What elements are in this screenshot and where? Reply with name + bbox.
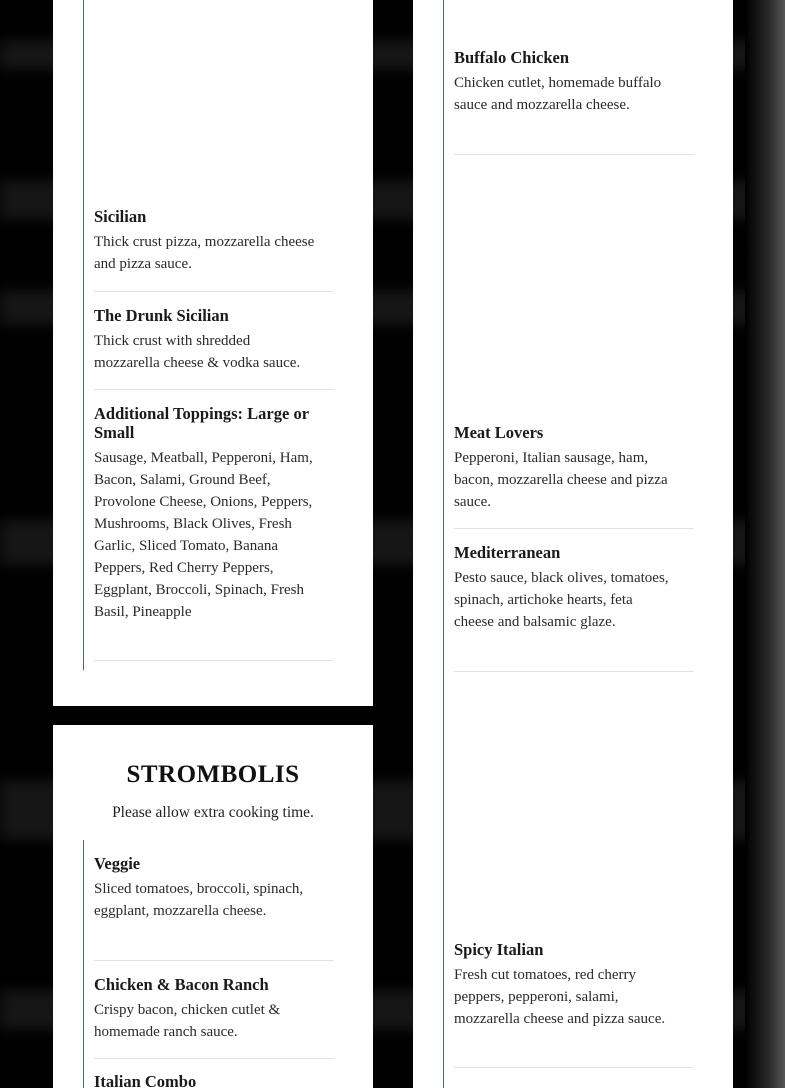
menu-item-desc: Thick crust pizza, mozzarella cheese and pizza sauce. bbox=[94, 234, 315, 272]
menu-item-name: Sicilian bbox=[94, 207, 147, 226]
menu-item-desc: Pesto sauce, black olives, tomatoes, spinach, artichoke hearts, feta cheese and balsamic glaze. bbox=[454, 570, 669, 630]
menu-item-name: Italian Combo bbox=[94, 1072, 197, 1088]
menu-item bbox=[454, 423, 694, 513]
menu-item bbox=[454, 543, 694, 633]
menu-item-desc: Sausage, Meatball, Pepperoni, Ham, Bacon, Salami, Ground Beef, Provolone Cheese, Onions, Peppers, Mushrooms, Black Olives, Fresh Garlic, Sliced Tomato, Banana Peppers, Red Cherry Peppers, Eggplant, Broccoli, Spinach, Fresh Basil, Pineapple bbox=[94, 450, 313, 620]
accent-line bbox=[443, 0, 444, 1088]
menu-item-desc: Sliced tomatoes, broccoli, spinach, eggplant, mozzarella cheese. bbox=[94, 881, 304, 919]
menu-item-name: The Drunk Sicilian bbox=[94, 306, 229, 325]
menu-item-desc: Pepperoni, Italian sausage, ham, bacon, mozzarella cheese and pizza sauce. bbox=[454, 450, 668, 510]
divider bbox=[94, 660, 334, 661]
menu-item bbox=[94, 404, 334, 623]
divider bbox=[454, 1067, 694, 1068]
menu-item-name: Meat Lovers bbox=[454, 423, 544, 442]
menu-item bbox=[94, 306, 334, 374]
menu-panel-strombolis bbox=[53, 725, 373, 1088]
menu-item-name: Buffalo Chicken bbox=[454, 48, 570, 67]
menu-item-name: Mediterranean bbox=[454, 543, 561, 562]
menu-item bbox=[94, 1072, 334, 1088]
menu-item bbox=[454, 940, 694, 1030]
section-title: STROMBOLIS bbox=[126, 761, 300, 788]
menu-panel-pizza-right bbox=[413, 0, 733, 1088]
menu-item bbox=[94, 975, 334, 1043]
divider bbox=[454, 671, 694, 672]
divider bbox=[94, 291, 334, 292]
menu-item bbox=[94, 854, 334, 922]
divider bbox=[94, 960, 334, 961]
menu-item-desc: Thick crust with shredded mozzarella cheese & vodka sauce. bbox=[94, 333, 301, 371]
accent-line bbox=[83, 840, 84, 1088]
background-fade bbox=[745, 0, 785, 1088]
menu-item-name: Veggie bbox=[94, 854, 141, 873]
menu-item-desc: Fresh cut tomatoes, red cherry peppers, pepperoni, salami, mozzarella cheese and pizza sauce. bbox=[454, 967, 666, 1027]
menu-item-name: Spicy Italian bbox=[454, 940, 544, 959]
accent-line bbox=[83, 0, 84, 670]
menu-item bbox=[454, 48, 694, 116]
menu-item-desc: Chicken cutlet, homemade buffalo sauce and mozzarella cheese. bbox=[454, 75, 662, 113]
menu-item bbox=[94, 207, 334, 275]
section-note: Please allow extra cooking time. bbox=[112, 804, 314, 821]
divider bbox=[454, 528, 694, 529]
divider bbox=[94, 1058, 334, 1059]
menu-item-name: Chicken & Bacon Ranch bbox=[94, 975, 269, 994]
divider bbox=[454, 154, 694, 155]
menu-item-desc: Crispy bacon, chicken cutlet & homemade ranch sauce. bbox=[94, 1002, 281, 1040]
menu-item-name: Additional Toppings: Large or Small bbox=[94, 404, 309, 442]
menu-panel-pizza-left bbox=[53, 0, 373, 706]
divider bbox=[94, 389, 334, 390]
